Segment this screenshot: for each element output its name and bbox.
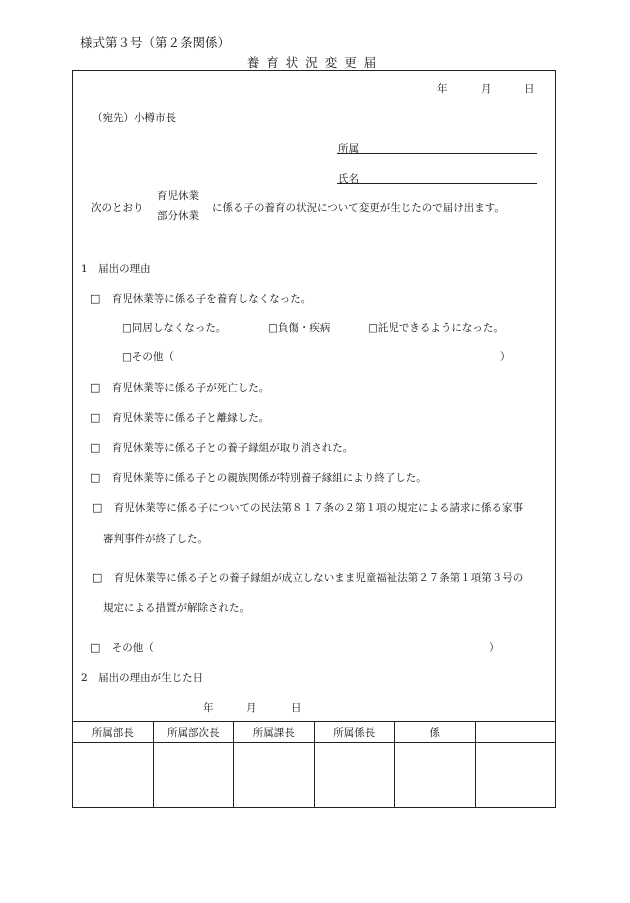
checkbox-icon[interactable]: □	[90, 441, 101, 454]
sub-reason-other-close: ）	[500, 351, 511, 363]
occurrence-day: 日	[291, 702, 302, 714]
reason-other-close: ）	[489, 642, 500, 654]
checkbox-icon[interactable]: □	[92, 571, 103, 584]
checkbox-icon[interactable]: □	[90, 471, 101, 484]
checkbox-icon[interactable]: □	[92, 501, 103, 514]
approval-stamp-cell[interactable]	[234, 743, 315, 808]
date-month: 月	[481, 83, 492, 95]
approval-stamp-cell[interactable]	[73, 743, 154, 808]
reason-item[interactable]	[90, 440, 353, 455]
reason-item[interactable]	[90, 291, 311, 306]
reason-item[interactable]	[92, 570, 523, 585]
reason-text: 育児休業等に係る子を養育しなくなった。	[111, 293, 312, 305]
reason-other[interactable]	[90, 640, 154, 655]
statement-prefix: 次のとおり	[91, 202, 144, 214]
approval-header: 所属課長	[234, 722, 315, 743]
approval-stamp-cell[interactable]	[314, 743, 395, 808]
approval-stamp-cell[interactable]	[475, 743, 556, 808]
sub-reason-injury-illness[interactable]: □負傷・疾病	[268, 322, 331, 334]
statement-suffix: に係る子の養育の状況について変更が生じたので届け出ます。	[212, 202, 505, 214]
approval-header: 所属係長	[314, 722, 395, 743]
form-title: 養育状況変更届	[246, 55, 384, 70]
approval-header: 係	[395, 722, 476, 743]
checkbox-icon[interactable]: □	[90, 292, 101, 305]
reason-text: 育児休業等に係る子と離縁した。	[111, 412, 270, 424]
reason-text: 育児休業等に係る子との養子縁組が成立しないまま児童福祉法第２７条第１項第３号の	[113, 572, 524, 584]
section2-title: 2 届出の理由が生じた日	[81, 672, 204, 684]
reason-item[interactable]	[90, 470, 427, 485]
form-frame	[72, 70, 556, 808]
approval-stamp-cell[interactable]	[153, 743, 234, 808]
name-field[interactable]	[337, 183, 537, 184]
addressee: （宛先）小樽市長	[92, 112, 176, 124]
approval-stamp-cell[interactable]	[395, 743, 476, 808]
form-number-label: 様式第３号（第２条関係）	[80, 35, 231, 50]
reason-text: 育児休業等に係る子との養子縁組が取り消された。	[111, 442, 354, 454]
reason-text: その他（	[111, 642, 154, 654]
approval-table	[72, 721, 556, 808]
reason-text: 育児休業等に係る子についての民法第８１７条の２第１項の規定による請求に係る家事	[113, 502, 524, 514]
date-year: 年	[437, 83, 448, 95]
date-day: 日	[524, 83, 535, 95]
approval-header: 所属部長	[73, 722, 154, 743]
checkbox-icon[interactable]: □	[90, 411, 101, 424]
statement-option-childcare-leave[interactable]: 育児休業	[157, 190, 199, 202]
checkbox-icon[interactable]: □	[90, 641, 101, 654]
reason-text: 育児休業等に係る子が死亡した。	[111, 382, 270, 394]
reason-item[interactable]	[92, 500, 523, 515]
affiliation-label: 所属	[338, 143, 359, 155]
affiliation-field[interactable]	[337, 153, 537, 154]
sub-reason-no-cohabitation[interactable]: □同居しなくなった。	[122, 322, 227, 334]
reason-text: 育児休業等に係る子との親族関係が特別養子縁組により終了した。	[111, 472, 427, 484]
reason-item[interactable]	[90, 410, 269, 425]
occurrence-month: 月	[246, 702, 257, 714]
approval-header	[475, 722, 556, 743]
section1-title: 1 届出の理由	[81, 263, 151, 275]
name-label: 氏名	[338, 173, 359, 185]
statement-option-partial-leave[interactable]: 部分休業	[157, 210, 199, 222]
reason-item[interactable]	[90, 380, 269, 395]
reason-text-continued: 規定による措置が解除された。	[103, 602, 250, 614]
occurrence-year: 年	[203, 702, 214, 714]
sub-reason-daycare[interactable]: □託児できるようになった。	[368, 322, 504, 334]
sub-reason-other[interactable]: □その他（	[122, 351, 174, 363]
checkbox-icon[interactable]: □	[90, 381, 101, 394]
reason-text-continued: 審判事件が終了した。	[103, 533, 208, 545]
approval-header: 所属部次長	[153, 722, 234, 743]
